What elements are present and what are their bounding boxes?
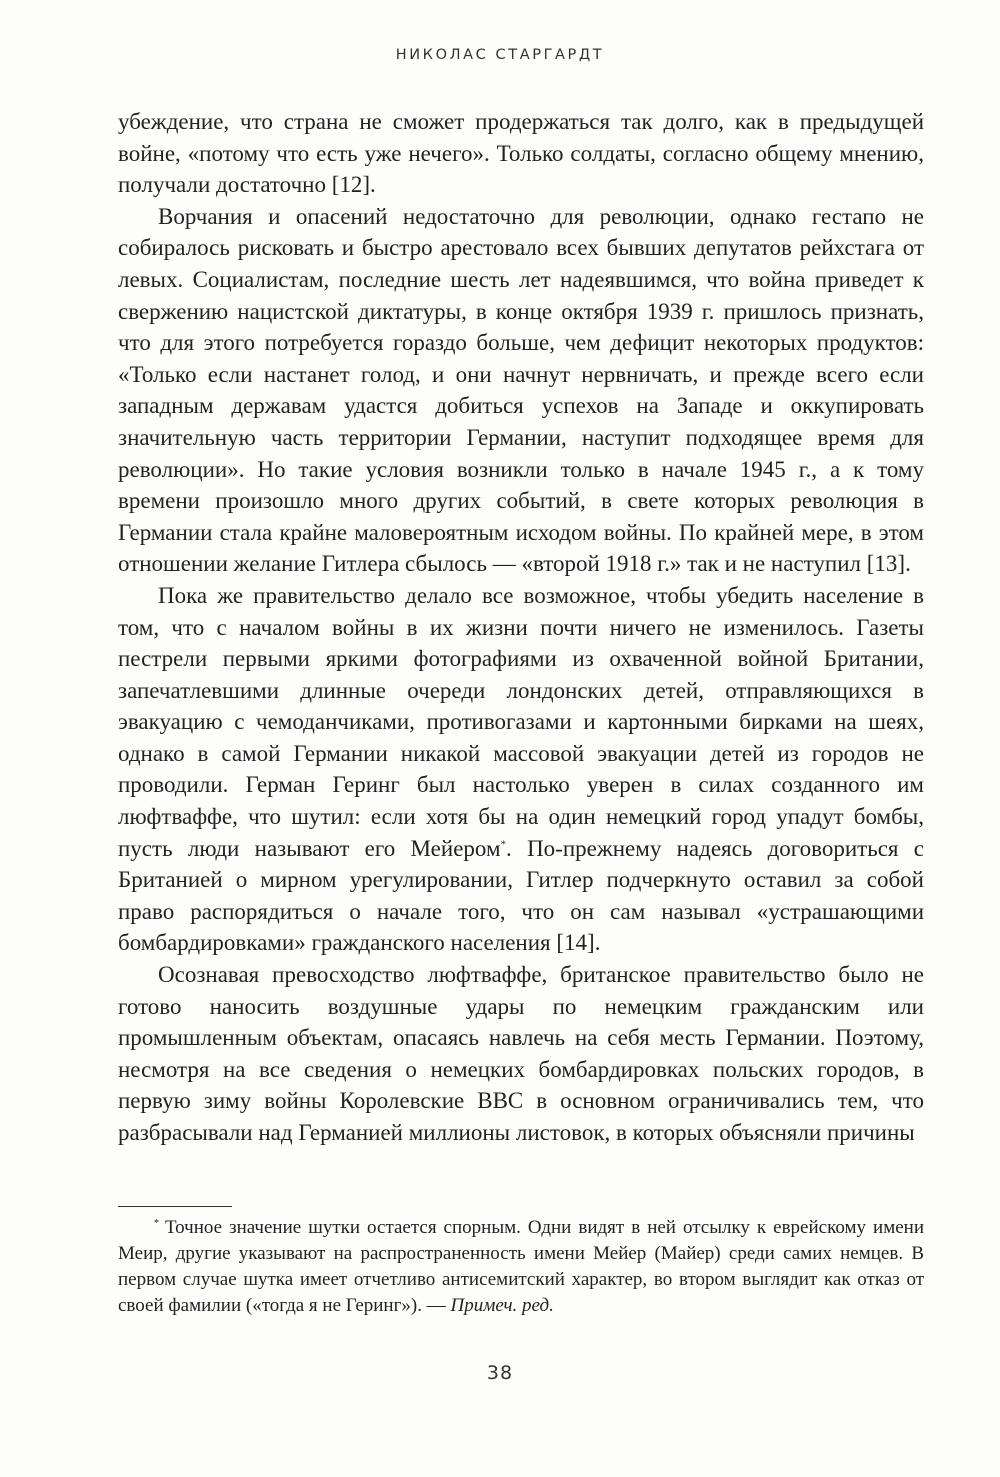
main-text [118, 106, 924, 1149]
footnote-text: Точное значение шутки остается спорным. Одни видят в ней отсылку к еврейскому имени Меир, другие указывают на распространенность имени Мейер (Майер) среди самих немцев. В первом случае шутка имеет отчетливо антисемитский характер, во втором выглядит как отказ от своей фамилии («тогда я не Геринг»). — [118, 1217, 924, 1316]
paragraph-3-text-before-ref: Пока же правительство делало все возможное, чтобы убедить население в том, что с началом войны в их жизни почти ничего не изменилось. Газеты пестрели первыми яркими фотографиями из охваченной войной Британии, запечатлевшими длинные очереди лондонских детей, отправляющихся в эвакуацию с чемоданчиками, противогазами и картонными бирками на шеях, однако в самой Германии никакой массовой эвакуации детей из городов не проводили. Герман Геринг был настолько уверен в силах созданного им люфтваффе, что шутил: если хотя бы на один немецкий город упадут бомбы, пусть люди называют его Мейером [118, 582, 924, 861]
running-head-title: НИКОЛАС СТАРГАРДТ [395, 47, 605, 63]
footnote-marker: * [154, 1217, 159, 1229]
footnote [118, 1215, 924, 1319]
page-number: 38 [486, 1362, 514, 1384]
footnote-reference-mark[interactable]: * [500, 838, 507, 850]
footnote-divider [118, 1206, 232, 1207]
paragraph-3 [118, 580, 924, 959]
paragraph-2: Ворчания и опасений недостаточно для революции, однако гестапо не собиралось рисковать и быстро арестовало всех бывших депутатов рейхстага от левых. Социалистам, последние шесть лет надеявшимся, что война приведет к свержению нацистской диктатуры, в конце октября 1939 г. пришлось признать, что для этого потребуется гораздо больше, чем дефицит некоторых продуктов: «Только если настанет голод, и они начнут нервничать, и прежде всего если западным державам удастся добиться успехов на Западе и оккупировать значительную часть территории Германии, наступит подходящее время для революции». Но такие условия возникли только в начале 1945 г., а к тому времени произошло много других событий, в свете которых революция в Германии стала крайне маловероятным исходом войны. По крайней мере, в этом отношении желание Гитлера сбылось — «второй 1918 г.» так и не наступил [13]. [118, 203, 924, 577]
paragraph-4: Осознавая превосходство люфтваффе, британское правительство было не готово наносить воздушные удары по немецким гражданским или промышленным объектам, опасаясь навлечь на себя месть Германии. Поэтому, несмотря на все сведения о немецких бомбардировках польских городов, в первую зиму войны Королевские ВВС в основном ограничивались тем, что разбрасывали над Германией миллионы листовок, в которых объясняли причины [118, 962, 924, 1145]
footnote-editor-note: Примеч. ред. [450, 1295, 554, 1316]
paragraph-3-text-after-ref: . По-прежнему надеясь договориться с Британией о мирном урегулировании, Гитлер подчеркнуто оставил за собой право распорядиться о начале того, что он сам называл «устрашающими бомбардировками» гражданского населения [14]. [118, 835, 924, 956]
paragraph-1: убеждение, что страна не сможет продержаться так долго, как в предыдущей войне, «потому что есть уже нечего». Только солдаты, согласно общему мнению, получали достаточно [12]. [118, 109, 924, 198]
